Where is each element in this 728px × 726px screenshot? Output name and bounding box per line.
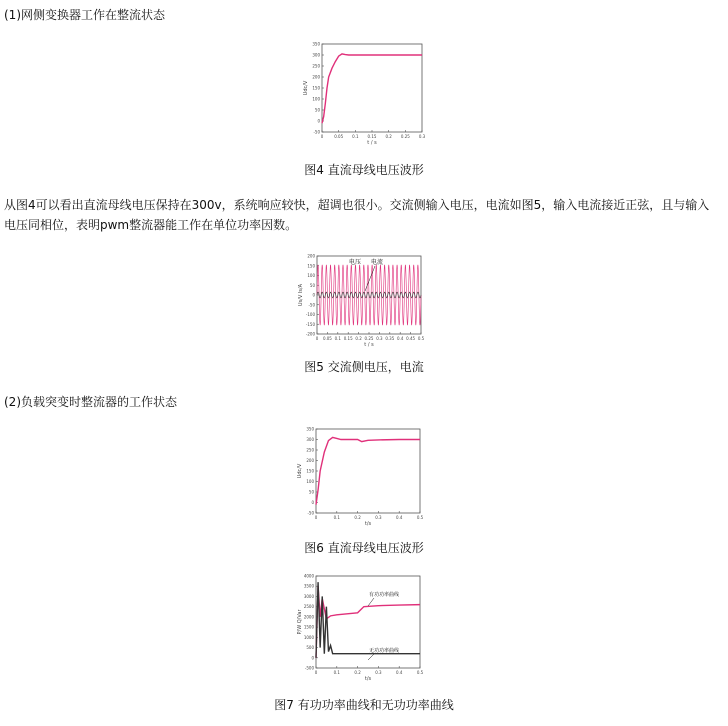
- x-tick-label: 0.3: [375, 670, 382, 675]
- y-tick-label: 300: [306, 437, 314, 442]
- plot-frame: [322, 44, 422, 132]
- y-tick-label: -100: [305, 312, 315, 317]
- x-axis-label: t/s: [364, 521, 372, 527]
- x-tick-label: 0.05: [334, 134, 344, 139]
- y-tick-label: 150: [307, 263, 315, 269]
- y-tick-label: 3000: [303, 593, 314, 599]
- y-tick-label: 0: [311, 500, 314, 505]
- section-heading-2: (2)负载突变时整流器的工作状态: [4, 395, 177, 409]
- y-axis-label: Udc/V: [303, 80, 309, 96]
- x-tick-label: 0.5: [417, 336, 425, 341]
- x-tick-label: 0.15: [343, 336, 353, 341]
- y-axis-label: P/W Q/Var: [297, 609, 303, 635]
- x-tick-label: 0: [314, 515, 318, 520]
- x-tick-label: 0.2: [355, 336, 362, 341]
- figure-7-caption: 图7 有功功率曲线和无功功率曲线: [274, 698, 454, 712]
- y-tick-label: 1500: [303, 624, 314, 630]
- y-tick-label: 250: [306, 447, 314, 453]
- y-tick-label: 0: [311, 655, 314, 661]
- y-tick-label: 50: [309, 282, 315, 288]
- x-tick-label: 0.25: [364, 336, 374, 341]
- x-tick-label: 0.4: [396, 515, 403, 520]
- figure-5-chart: [295, 252, 430, 352]
- x-tick-label: 0.4: [396, 670, 403, 675]
- y-tick-label: 0: [317, 118, 320, 124]
- y-tick-label: 350: [306, 426, 314, 432]
- y-tick-label: 250: [312, 63, 320, 69]
- x-tick-label: 0: [315, 336, 319, 341]
- x-tick-label: 0.2: [354, 670, 361, 675]
- y-tick-label: -50: [308, 302, 315, 308]
- figure-4-chart: [300, 40, 430, 150]
- current-annotation: 电流: [370, 259, 384, 266]
- y-tick-label: 150: [312, 85, 320, 91]
- x-axis-label: t / s: [364, 342, 374, 348]
- x-tick-label: 0.3: [418, 134, 426, 139]
- body-paragraph: 从图4可以看出直流母线电压保持在300v，系统响应较快，超调也很小。交流侧输入电压，电流如图5，输入电流接近正弦，且与输入电压同相位，表明pwm整流器能工作在单位功率因数。: [4, 198, 710, 232]
- y-tick-label: 200: [306, 458, 314, 463]
- y-tick-label: -500: [304, 665, 314, 671]
- x-tick-label: 0.4: [397, 336, 404, 341]
- x-tick-label: 0.1: [333, 670, 340, 675]
- active-power-annotation: 有功功率曲线: [368, 592, 400, 598]
- x-tick-label: 0.45: [406, 336, 416, 341]
- y-tick-label: 100: [312, 96, 320, 102]
- figure-7-chart: [294, 572, 426, 690]
- y-tick-label: 300: [312, 52, 320, 58]
- y-tick-label: 50: [314, 107, 320, 113]
- x-tick-label: 0.1: [352, 134, 359, 139]
- x-tick-label: 0.25: [400, 134, 410, 139]
- y-tick-label: -150: [305, 321, 315, 327]
- x-tick-label: 0.5: [416, 670, 424, 675]
- y-tick-label: 500: [306, 645, 314, 651]
- x-tick-label: 0.3: [375, 515, 382, 520]
- figure-6-chart: [294, 425, 426, 533]
- x-tick-label: 0.1: [333, 515, 340, 520]
- y-tick-label: 4000: [303, 573, 314, 579]
- y-tick-label: 0: [312, 292, 315, 298]
- x-tick-label: 0.35: [385, 336, 395, 341]
- figure-6-caption: 图6 直流母线电压波形: [304, 541, 424, 555]
- y-tick-label: 50: [308, 489, 314, 495]
- y-tick-label: 3500: [303, 583, 314, 589]
- y-tick-label: -200: [305, 331, 315, 337]
- y-tick-label: -50: [313, 129, 320, 135]
- x-tick-label: 0: [320, 134, 324, 139]
- voltage-annotation: 电压: [348, 259, 362, 266]
- y-axis-label: Udc/V: [297, 463, 303, 479]
- y-tick-label: 200: [307, 253, 315, 259]
- x-tick-label: 0.05: [322, 336, 332, 341]
- figure-4-caption: 图4 直流母线电压波形: [304, 163, 424, 177]
- y-tick-label: 2000: [303, 614, 314, 620]
- figure-5-caption: 图5 交流侧电压，电流: [304, 360, 424, 374]
- y-tick-label: 150: [306, 468, 314, 474]
- section-heading-1: (1)网侧变换器工作在整流状态: [4, 8, 165, 22]
- y-tick-label: 100: [306, 479, 314, 484]
- reactive-power-annotation: 无功功率曲线: [368, 648, 400, 654]
- x-tick-label: 0.3: [376, 336, 383, 341]
- y-tick-label: 350: [312, 41, 320, 47]
- y-tick-label: 100: [307, 273, 315, 278]
- x-tick-label: 0.15: [367, 134, 377, 139]
- x-axis-label: t / s: [367, 140, 377, 146]
- x-tick-label: 0.2: [354, 515, 361, 520]
- y-tick-label: 200: [312, 74, 320, 80]
- y-tick-label: 2500: [303, 604, 314, 610]
- x-tick-label: 0.5: [416, 515, 424, 520]
- y-axis-label: Us/V Is/A: [298, 283, 304, 307]
- plot-frame: [316, 429, 420, 513]
- x-tick-label: 0.1: [334, 336, 341, 341]
- x-tick-label: 0.2: [385, 134, 392, 139]
- x-axis-label: t/s: [364, 676, 372, 682]
- x-tick-label: 0: [314, 670, 318, 675]
- y-tick-label: 1000: [303, 634, 314, 640]
- y-tick-label: -50: [307, 510, 314, 516]
